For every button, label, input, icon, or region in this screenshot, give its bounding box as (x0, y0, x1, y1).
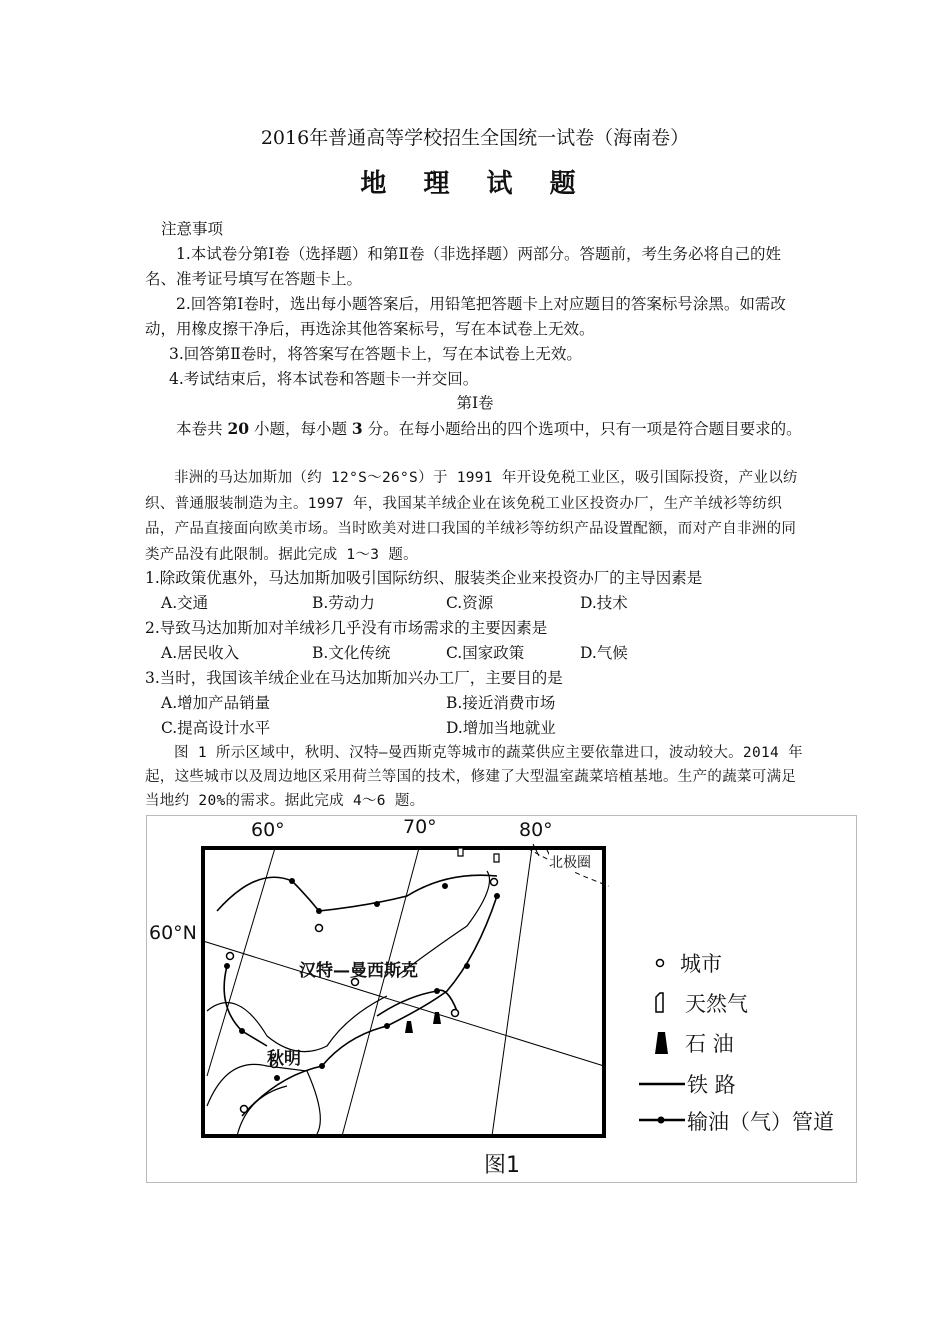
notice-item-4: 4.考试结束后，将本试卷和答题卡一并交回。 (169, 370, 479, 388)
oil-icon (433, 1012, 441, 1024)
q1-option-b: B.劳动力 (312, 594, 375, 612)
pipeline (224, 966, 267, 1046)
q2-option-d: D.气候 (580, 644, 628, 662)
lon-label-60: 60° (251, 819, 285, 841)
section-title: 第Ⅰ卷 (456, 394, 494, 412)
notice-heading: 注意事项 (161, 220, 224, 238)
city-markers (227, 879, 498, 1113)
question-1: 1.除政策优惠外，马达加斯加吸引国际纺织、服装类企业来投资办厂的主导因素是 (145, 569, 703, 587)
legend-oil: 石 油 (685, 1032, 734, 1056)
q3-option-a: A.增加产品销量 (161, 694, 271, 712)
oil-icon (405, 1021, 413, 1033)
meridian-70 (342, 848, 419, 1136)
question-2: 2.导致马达加斯加对羊绒衫几乎没有市场需求的主要因素是 (145, 619, 548, 637)
q2-option-c: C.国家政策 (446, 644, 525, 662)
question-3: 3.当时，我国该羊绒企业在马达加斯加兴办工厂，主要目的是 (145, 669, 563, 687)
legend-city-symbol (657, 960, 664, 967)
lat-label-60n: 60°N (149, 922, 197, 944)
figure-1 (146, 815, 857, 1183)
passage-2: 图 1 所示区域中，秋明、汉特—曼西斯克等城市的蔬菜供应主要依靠进口，波动较大。2014 年起，这些城市以及周边地区采用荷兰等国的技术，修建了大型温室蔬菜培植基地。生产的蔬菜可满足当地约 20%的需求。据此完成 4～6 题。 (145, 745, 803, 809)
notice-item-1: 1.本试卷分第Ⅰ卷（选择题）和第Ⅱ卷（非选择题）两部分。答题前，考生务必将自己的姓名、准考证号填写在答题卡上。 (145, 245, 781, 288)
arctic-circle-label: 北极圈 (549, 852, 591, 872)
meridian-60 (207, 848, 275, 1076)
legend-gas: 天然气 (685, 992, 748, 1016)
q1-option-d: D.技术 (580, 594, 628, 612)
q3-option-d: D.增加当地就业 (446, 719, 556, 737)
q1-option-c: C.资源 (446, 594, 494, 612)
lon-label-70: 70° (403, 816, 437, 838)
legend-pipeline-node (658, 1117, 665, 1124)
q2-option-b: B.文化传统 (312, 644, 391, 662)
legend-gas-symbol (656, 993, 663, 1012)
subject-title: 地 理 试 题 (360, 169, 590, 199)
section-intro: 本卷共 20 小题，每小题 3 分。在每小题给出的四个选项中，只有一项是符合题目要求的。 (176, 419, 802, 438)
meridian-80 (492, 848, 532, 1136)
figure-caption: 图1 (484, 1153, 520, 1178)
gas-icon (458, 848, 463, 856)
notice-item-2: 2.回答第Ⅰ卷时，选出每小题答案后，用铅笔把答题卡上对应题目的答案标号涂黑。如需改动，用橡皮擦干净后，再选涂其他答案标号，写在本试卷上无效。 (145, 295, 786, 338)
legend-oil-symbol (655, 1032, 668, 1054)
notice-item-3: 3.回答第Ⅱ卷时，将答案写在答题卡上，写在本试卷上无效。 (169, 345, 582, 363)
city-label-khanty-mansiysk: 汉特—曼西斯克 (299, 961, 418, 981)
passage-1: 非洲的马达加斯加（约 12°S～26°S）于 1991 年开设免税工业区，吸引国际投资，产业以纺织、普通服装制造为主。1997 年，我国某羊绒企业在该免税工业区投资办厂，生产羊绒衫等纺织品，产品直接面向欧美市场。当时欧美对进口我国的羊绒衫等纺织产品设置配额，而对产自非洲的同类产品没有此限制。据此完成 1～3 题。 (145, 470, 798, 563)
q1-option-a: A.交通 (161, 594, 209, 612)
q3-option-b: B.接近消费市场 (446, 694, 556, 712)
pipeline (377, 990, 457, 1016)
q3-option-c: C.提高设计水平 (161, 719, 271, 737)
map-frame (203, 848, 604, 1136)
q2-option-a: A.居民收入 (161, 644, 240, 662)
railway (207, 1064, 320, 1134)
city-label-tyumen: 秋明 (267, 1049, 301, 1069)
legend-pipeline: 输油（气）管道 (687, 1110, 834, 1134)
gas-icon (494, 854, 499, 862)
legend-railway: 铁 路 (687, 1073, 736, 1097)
legend-city: 城市 (680, 952, 722, 976)
pipeline (217, 875, 497, 911)
exam-title: 2016年普通高等学校招生全国统一试卷（海南卷） (260, 127, 690, 149)
lon-label-80: 80° (519, 819, 553, 841)
